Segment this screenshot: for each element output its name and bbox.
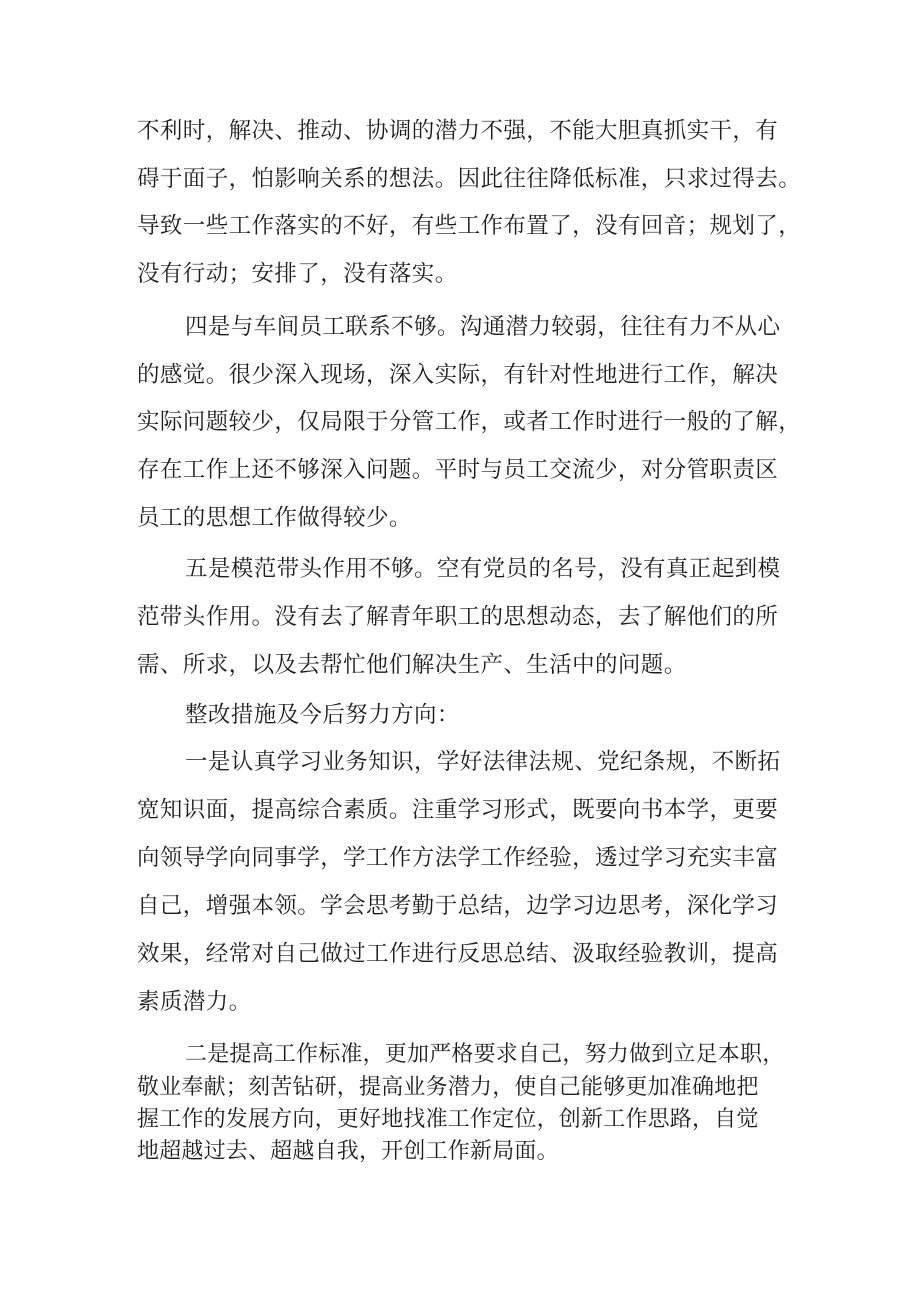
body-line: 向领导学向同事学，学工作方法学工作经验，透过学习充实丰富 xyxy=(137,845,779,871)
body-line: 碍于面子，怕影响关系的想法。因此往往降低标准，只求过得去。 xyxy=(137,166,802,192)
body-line: 的感觉。很少深入现场，深入实际，有针对性地进行工作，解决 xyxy=(137,362,779,388)
body-line: 导致一些工作落实的不好，有些工作布置了，没有回音；规划了， xyxy=(137,213,802,239)
paragraph-first-line: 一是认真学习业务知识，学好法律法规、党纪条规，不断拓 xyxy=(185,749,781,775)
body-line: 敬业奉献；刻苦钻研，提高业务潜力，使自己能够更加准确地把 xyxy=(137,1075,759,1100)
section-heading: 整改措施及今后努力方向： xyxy=(185,702,460,728)
body-line: 不利时，解决、推动、协调的潜力不强，不能大胆真抓实干，有 xyxy=(137,118,779,144)
paragraph-first-line: 五是模范带头作用不够。空有党员的名号，没有真正起到模 xyxy=(185,556,781,582)
body-line: 素质潜力。 xyxy=(137,989,252,1015)
body-line: 效果，经常对自己做过工作进行反思总结、汲取经验教训，提高 xyxy=(137,941,779,967)
body-line: 范带头作用。没有去了解青年职工的思想动态，去了解他们的所 xyxy=(137,604,779,630)
body-line: 握工作的发展方向，更好地找准工作定位，创新工作思路，自觉 xyxy=(137,1107,759,1132)
body-line: 宽知识面，提高综合素质。注重学习形式，既要向书本学，更要 xyxy=(137,797,779,823)
body-line: 需、所求，以及去帮忙他们解决生产、生活中的问题。 xyxy=(137,652,687,678)
body-line: 自己，增强本领。学会思考勤于总结，边学习边思考，深化学习 xyxy=(137,893,779,919)
body-line: 员工的思想工作做得较少。 xyxy=(137,505,412,531)
paragraph-first-line: 四是与车间员工联系不够。沟通潜力较弱，往往有力不从心 xyxy=(185,314,781,340)
body-line: 存在工作上还不够深入问题。平时与员工交流少，对分管职责区 xyxy=(137,457,779,483)
body-line: 地超越过去、超越自我，开创工作新局面。 xyxy=(137,1139,559,1164)
body-line: 实际问题较少，仅局限于分管工作，或者工作时进行一般的了解， xyxy=(137,409,802,435)
body-line: 没有行动；安排了，没有落实。 xyxy=(137,261,458,287)
paragraph-first-line: 二是提高工作标准，更加严格要求自己，努力做到立足本职， xyxy=(185,1042,785,1067)
